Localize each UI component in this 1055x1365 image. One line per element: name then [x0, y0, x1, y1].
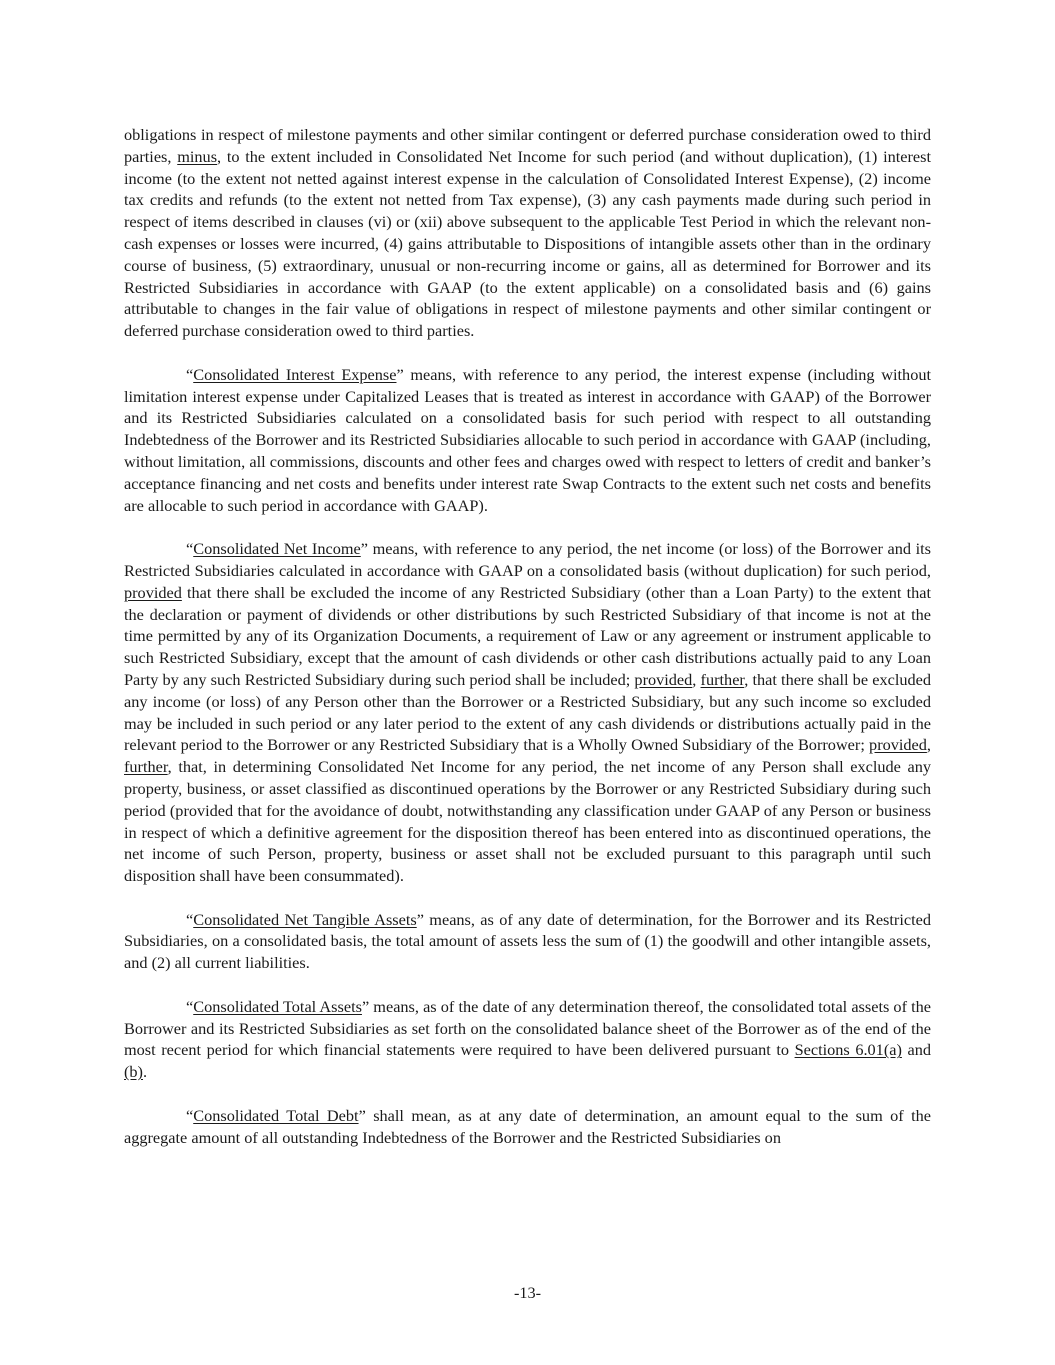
definition-text: , that, in determining Consolidated Net Income for any period, the net income of any Person shall exclude any property, business, or asset classified as discontinued operations by the Borrower or any Restricted Subsidiary during such period (provided that for the avoidance of doubt, notwithstanding any classification under GAAP of any Person or business in respect of which a definitive agreement for the disposition thereof has been entered into as discontinued operations, the net income of such Person, property, business or asset shall not be excluded pursuant to this paragraph until such disposition shall have been consummated). — [124, 757, 931, 886]
quote-open: “ — [186, 1105, 194, 1125]
definition-text: , that there shall be excluded any income (or loss) of any Person other than the Borrower or a Restricted Subsidiary, but any such income so excluded may be included in such period or any later period to the extent of any cash dividends or distributions actually paid in the relevant period to the Borrower or any Restricted Subsidiary that is a Wholly Owned Subsidiary of the Borrower; — [124, 669, 931, 755]
quote-open: “ — [186, 364, 194, 384]
text: obligations in respect of milestone payments and other similar contingent or deferred purchase consideration owed to third parties, — [124, 125, 931, 166]
section-reference-6-01a: Sections 6.01(a) — [794, 1040, 902, 1060]
paragraph-continuation — [124, 124, 931, 342]
defined-term: Consolidated Interest Expense — [193, 364, 397, 384]
text: , — [926, 735, 931, 755]
quote-open: “ — [186, 539, 194, 559]
text: . — [142, 1062, 148, 1082]
definition-text: ” means, as of any date of determination, for the Borrower and its Restricted Subsidiaries, on a consolidated basis, the total amount of assets less the sum of (1) the goodwill and other intangible assets, and (2) all current liabilities. — [124, 909, 931, 973]
definition-text: ” shall mean, as at any date of determination, an amount equal to the sum of the aggregate amount of all outstanding Indebtedness of the Borrower and the Restricted Subsidiaries on — [124, 1105, 932, 1147]
definition-consolidated-net-tangible-assets — [124, 909, 931, 974]
document-page — [124, 124, 931, 1170]
definition-text: that there shall be excluded the income of any Restricted Subsidiary (other than a Loan Party) to the extent that the declaration or payment of dividends or other distributions by such Restricted Subsidiary of that income is not at the time permitted by any of its Organization Documents, a requirement of Law or any agreement or instrument applicable to such Restricted Subsidiary, except that the amount of cash dividends or other cash distributions actually paid to any Loan Party by any such Restricted Subsidiary during such period shall be included; — [124, 582, 931, 689]
underlined-further: further — [700, 669, 745, 689]
defined-term: Consolidated Net Tangible Assets — [193, 909, 417, 929]
definition-text: ” means, with reference to any period, the net income (or loss) of the Borrower and its Restricted Subsidiaries calculated in accordance with GAAP on a consolidated basis (without duplication) for such period, — [124, 539, 932, 580]
defined-term: Consolidated Net Income — [193, 539, 361, 559]
underlined-provided: provided — [869, 735, 927, 755]
definition-consolidated-interest-expense — [124, 364, 931, 517]
section-reference-b: (b) — [124, 1062, 143, 1082]
text: , to the extent included in Consolidated Net Income for such period (and without duplication), (1) interest income (to the extent not netted against interest expense in the calculation of Consolidated Interest Expense), (2) income tax credits and refunds (to the extent not netted from Tax expense), (3) any cash payments made during such period in respect of items described in clauses (vi) or (xii) above subsequent to the applicable Test Period in which the relevant non-cash expenses or losses were incurred, (4) gains attributable to Dispositions of intangible assets other than in the ordinary course of business, (5) extraordinary, unusual or non-recurring income or gains, all as determined for Borrower and its Restricted Subsidiaries in accordance with GAAP (to the extent applicable) on a consolidated basis and (6) gains attributable to changes in the fair value of obligations in respect of milestone payments and other similar contingent or deferred purchase consideration owed to third parties. — [124, 146, 931, 341]
definition-text: ” means, with reference to any period, the interest expense (including without limitation interest expense under Capitalized Leases that is treated as interest in accordance with GAAP) of the Borrower and its Restricted Subsidiaries calculated on a consolidated basis for such period with respect to all outstanding Indebtedness of the Borrower and its Restricted Subsidiaries allocable to such period in accordance with GAAP (including, without limitation, all commissions, discounts and other fees and charges owed with respect to letters of credit and banker’s acceptance financing and net costs and benefits under interest rate Swap Contracts to the extent such net costs and benefits are allocable to such period in accordance with GAAP). — [124, 364, 931, 515]
underlined-term-minus: minus — [177, 146, 218, 166]
page-number: -13- — [513, 1283, 542, 1302]
definition-consolidated-total-debt — [124, 1105, 931, 1149]
quote-open: “ — [186, 996, 194, 1016]
underlined-further: further — [124, 757, 168, 777]
definition-consolidated-net-income — [124, 538, 931, 887]
underlined-provided: provided — [634, 669, 693, 689]
defined-term: Consolidated Total Debt — [193, 1105, 359, 1125]
text: , — [692, 669, 701, 689]
definition-consolidated-total-assets — [124, 996, 931, 1083]
quote-open: “ — [186, 909, 194, 929]
definition-text: ” means, as of the date of any determination thereof, the consolidated total assets of the Borrower and its Restricted Subsidiaries as set forth on the consolidated balance sheet of the Borrower as of the end of the most recent period for which financial statements were required to have been delivered pursuant to — [124, 996, 932, 1060]
defined-term: Consolidated Total Assets — [193, 996, 362, 1016]
underlined-provided: provided — [124, 582, 182, 602]
text: and — [901, 1040, 931, 1060]
